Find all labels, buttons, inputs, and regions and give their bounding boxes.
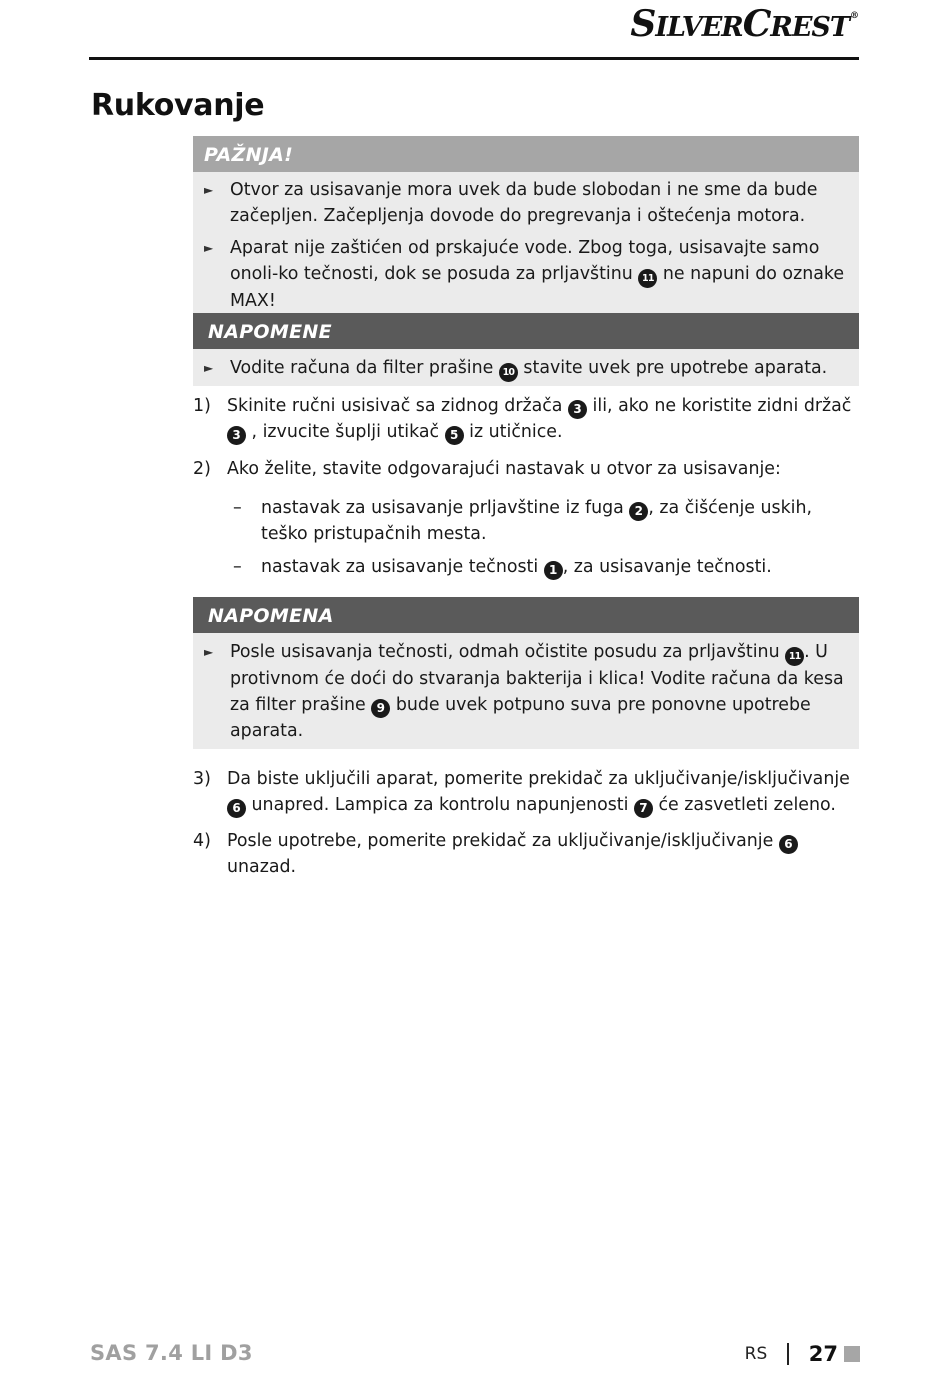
bullet-text: Otvor za usisavanje mora uvek da bude slobodan i ne sme da bude začepljen. Začepljenja dovode do pregrevanja i oštećenja motora.: [230, 180, 818, 226]
bullet-text-part: ne napuni do oznake MAX!: [230, 264, 845, 311]
step-text-part: iz utičnice.: [463, 422, 563, 442]
bullet-text: [230, 639, 851, 744]
step-number: 1): [193, 396, 211, 416]
step-text-part: ili, ako ne koristite zidni držač: [587, 396, 852, 416]
brand-letter: C: [742, 3, 771, 45]
sub-text-part: nastavak za usisavanje prljavštine iz fuga: [261, 498, 624, 518]
step-item: [193, 456, 859, 482]
header-rule: [89, 57, 859, 60]
step-text-part: Posle upotrebe, pomerite prekidač za uključivanje/isključivanje: [227, 831, 774, 851]
bullet-text-part: stavite uvek pre upotrebe aparata.: [517, 358, 828, 378]
brand-logo: [630, 3, 858, 45]
note-heading: NAPOMENE: [193, 313, 859, 349]
part-number-badge: 6: [779, 835, 798, 854]
footer-separator: [787, 1343, 789, 1365]
part-number-badge: 3: [568, 400, 587, 419]
page-number: 27: [808, 1342, 838, 1366]
part-number-badge: 3: [227, 426, 246, 445]
step-text-part: , izvucite šuplji utikač: [246, 422, 440, 442]
footer-model-number: SAS 7.4 LI D3: [90, 1341, 253, 1365]
step-item: [193, 766, 859, 818]
step-text: [227, 393, 859, 445]
step-text-part: će zasvetleti zeleno.: [652, 795, 836, 815]
sub-item-text: [261, 554, 859, 580]
part-number-badge: 6: [227, 799, 246, 818]
bullet-text-part: Vodite računa da filter prašine: [230, 358, 494, 378]
step-text-part: unapred. Lampica za kontrolu napunjenosti: [246, 795, 629, 815]
sub-list-item: [193, 554, 859, 580]
warning-box: [193, 136, 859, 321]
step-text: [227, 828, 859, 880]
part-number-badge: 11: [785, 647, 804, 666]
note-bullet: [204, 639, 851, 744]
footer-language-code: RS: [744, 1344, 768, 1364]
step-text-part: unazad.: [227, 857, 297, 877]
note-bullet: [204, 355, 851, 382]
bullet-text: [230, 235, 851, 314]
brand-letters: ILVER: [655, 12, 743, 43]
bullet-text-part: Posle usisavanja tečnosti, odmah očistite posudu za prljavštinu: [230, 642, 780, 662]
arrow-bullet-icon: ►: [204, 183, 214, 197]
bullet-text-part: Aparat nije zaštićen od prskajuće vode. Zbog toga, usisavajte samo onoli-ko tečnosti, dok se posuda za prljavštinu: [230, 238, 820, 284]
step-number: 4): [193, 831, 211, 851]
sub-text-part: , za čišćenje uskih, teško pristupačnih mesta.: [261, 498, 813, 544]
arrow-bullet-icon: ►: [204, 241, 214, 255]
bullet-text: [230, 355, 851, 382]
warning-bullet: [204, 235, 851, 314]
square-marker-icon: [844, 1346, 860, 1362]
step-number: 2): [193, 459, 211, 479]
warning-body: [193, 172, 859, 321]
step-text-part: Da biste uključili aparat, pomerite prekidač za uključivanje/isključivanje: [227, 769, 850, 789]
step-item: [193, 828, 859, 880]
sub-text-part: nastavak za usisavanje tečnosti: [261, 557, 539, 577]
part-number-badge: 1: [544, 561, 563, 580]
page-title: Rukovanje: [91, 88, 265, 123]
sub-list-item: [193, 495, 859, 547]
arrow-bullet-icon: ►: [204, 361, 214, 375]
part-number-badge: 7: [634, 799, 653, 818]
note-box: [193, 313, 859, 386]
note-box: [193, 597, 859, 749]
part-number-badge: 5: [445, 426, 464, 445]
brand-letter: S: [630, 3, 656, 45]
bullet-text-part: bude uvek potpuno suva pre ponovne upotrebe aparata.: [230, 695, 811, 741]
part-number-badge: 2: [629, 502, 648, 521]
step-text-part: Skinite ručni usisivač sa zidnog držača: [227, 396, 563, 416]
brand-letters: REST: [770, 12, 849, 43]
sub-list: [193, 495, 859, 580]
step-text: Ako želite, stavite odgovarajući nastavak u otvor za usisavanje:: [227, 459, 781, 479]
note-body: [193, 633, 859, 749]
bullet-text-part: . U protivnom će doći do stvaranja bakterija i klica! Vodite računa da kesa za filter prašine: [230, 642, 844, 715]
part-number-badge: 9: [371, 699, 390, 718]
sub-text-part: , za usisavanje tečnosti.: [562, 557, 772, 577]
warning-bullet: [204, 177, 851, 229]
step-number: 3): [193, 769, 211, 789]
dash-marker: –: [233, 498, 242, 518]
dash-marker: –: [233, 557, 242, 577]
step-item: [193, 393, 859, 445]
footer-page-info: [745, 1340, 860, 1368]
arrow-bullet-icon: ►: [204, 645, 214, 659]
sub-item-text: [261, 495, 859, 547]
note-body: [193, 349, 859, 386]
note-heading: NAPOMENA: [193, 597, 859, 633]
warning-heading: PAŽNJA!: [193, 136, 859, 172]
registered-mark: ®: [850, 11, 858, 21]
step-text: [227, 766, 859, 818]
part-number-badge: 11: [638, 269, 657, 288]
part-number-badge: 10: [499, 363, 518, 382]
